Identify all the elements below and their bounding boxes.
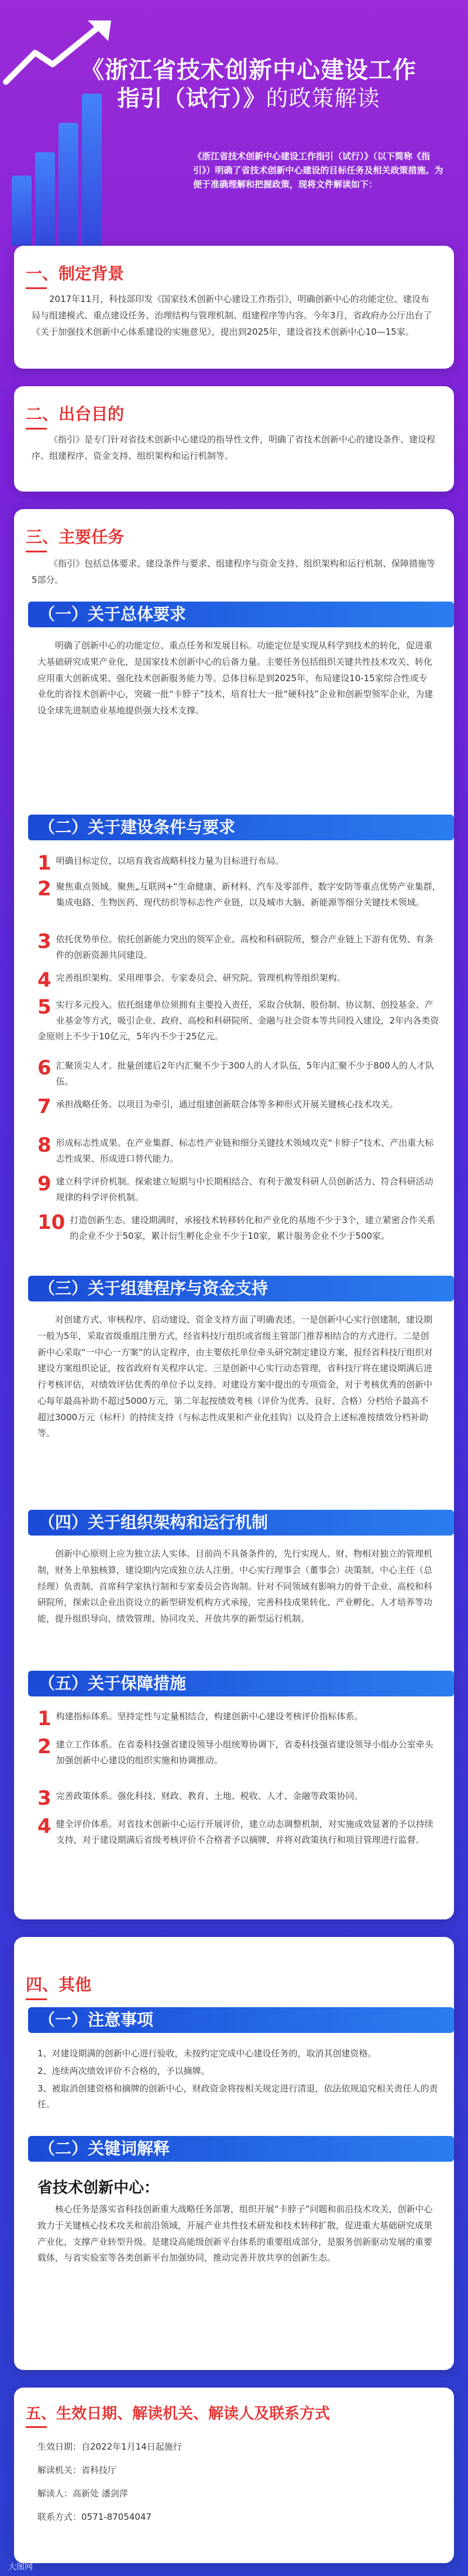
subsection-title: （一）关于总体要求 <box>28 602 454 627</box>
list-item: 2、连续两次绩效评价不合格的，予以摘牌。 <box>37 2066 210 2076</box>
section-other <box>14 1937 454 2370</box>
title-light: 的政策解读 <box>266 85 380 111</box>
page-title <box>41 56 456 113</box>
subsection-body: 对创建方式、审核程序、启动建设、资金支持方面了明确表述。一是创新中心实行创建制，建设期一般为5年，采取省级重组注册方式，经省科技厅组织或省级主管部门推荐相结合的方式进行。二是创新中心采取“一中心一方案”的认定程序，由主要依托单位牵头研究制定建设方案，报经省科技厅组织对建设方案组织论证，按省政府有关程序认定。三是创新中心实行动态管理，省科技厅将在建设期满后进行考核评估，对绩效评估优秀的单位予以支持。对建设方案中提出的专项资金，对于考核优秀的创新中心每年最高补助不超过5000万元，第二年起按绩效考核（评价为优秀、良好、合格）分档给予最高不超过3000万元（标杆）的持续支持（与标志性成果和产业化挂钩）以及符合上述标准按绩效分档补助等。 <box>37 1314 433 1439</box>
list-item: 1、对建设期满的创新中心进行验收，未按约定完成中心建设任务的，取消其创建资格。 <box>37 2048 377 2059</box>
contact-line: 生效日期：自2022年1月14日起施行 <box>37 2441 182 2452</box>
subsection-title: （三）关于组建程序与资金支持 <box>28 1276 454 1301</box>
section-title: 一、制定背景 <box>26 261 124 284</box>
subsection-title: （四）关于组织架构和运行机制 <box>28 1510 454 1536</box>
subsection-title: （二）关于建设条件与要求 <box>28 815 454 840</box>
section-title: 五、生效日期、解读机关、解读人及联系方式 <box>26 2402 330 2423</box>
list-item: 10 打造创新生态。建设期满时，承接技术转移转化和产业化的基地不少于3个，建立紧密合作关系的企业不少于50家，累计衍生孵化企业不少于10家，累计服务企业不少于500家。 <box>37 1211 435 1241</box>
subsection-body: 创新中心原则上应为独立法人实体。目前尚不具备条件的，先行实现人、财、物相对独立的管理机制，财务上单独核算，建设期内完成独立法人注册。中心实行理事会（董事会）决策制、中心主任（总经理）负责制、首席科学家执行制和专家委员会咨询制。针对不同领域有影响力的骨干企业、高校和科研院所，探索以企业出资设立的新型研发机构方式承接，完善科技成果转化、产业孵化、人才培养等功能，提升组织导向、绩效管理、协同攻关、开放共享的新型运行机制。 <box>37 1548 433 1624</box>
title-emphasis: 指引（试行）》 <box>117 85 266 111</box>
section-main-tasks <box>14 509 454 1919</box>
watermark: 大图网 <box>8 2563 33 2572</box>
section-title: 二、出台目的 <box>26 401 124 425</box>
list-item: 6 汇聚顶尖人才。批量创建后2年内汇聚不少于300人的人才队伍，5年内汇聚不少于800人的人才队伍。 <box>37 1056 435 1087</box>
list-item: 3 完善政策体系。强化科技、财政、教育、土地、税收、人才、金融等政策协同。 <box>37 1787 363 1810</box>
subsection-title: （一）注意事项 <box>28 2007 454 2033</box>
keyword-definition: 核心任务是落实省科技创新重大战略任务部署，组织开展“卡脖子”问题和前沿技术攻关，创新中心致力于关键核心技术攻关和前沿领域，开展产业共性技术研发和技术转移扩散，促进重大基础研究成果产业化，支撑产业转型升级。是建设高能级创新平台体系的重要组成部分，是服务创新驱动发展的重要载体，与省实验室等各类创新平台加强协同，推动完善开放共享的创新生态。 <box>37 2204 433 2264</box>
list-item: 5 实行多元投入。依托组建单位须拥有主要投入责任，采取合伙制、股份制、协议制、创投基金、产业基金等方式，吸引企业、政府、高校和科研院所、金融与社会资本等共同投入建设，2年内各类资金原则上不少于10亿元，5年内不少于25亿元。 <box>37 995 439 1042</box>
title-line-2 <box>41 85 456 113</box>
keyword-term: 省技术创新中心： <box>37 2179 160 2197</box>
section-body: 《指引》是专门针对省技术创新中心建设的指导性文件，明确了省技术创新中心的建设条件、建设程序、组建程序、资金支持、组织架构和运行机制等。 <box>32 434 436 461</box>
deco-bar <box>58 123 78 246</box>
section-background <box>14 246 454 369</box>
deco-bar <box>82 94 102 246</box>
subsection-body: 明确了创新中心的功能定位、重点任务和发展目标。功能定位是实现从科学到技术的转化，促进重大基础研究成果产业化，是国家技术创新中心的后备力量。主要任务包括组织关键共性技术攻关、转化应用重大创新成果、强化技术创新服务能力等。总体目标是到2025年，布局建设10-15家综合性或专业化的省技术创新中心，突破一批“卡脖子”技术，培育壮大一批“硬科技”企业和创新型领军企业，为建设全球先进制造业基地提供强大技术支撑。 <box>37 640 433 716</box>
section-intro: 《指引》包括总体要求、建设条件与要求、组建程序与资金支持、组织架构和运行机制、保障措施等5部分。 <box>32 558 436 585</box>
list-item: 3、被取消创建资格和摘牌的创新中心，财政资金将按相关规定进行清退，依法依规追究相关责任人的责任。 <box>37 2083 438 2110</box>
contact-line: 联系方式：0571-87054047 <box>37 2512 152 2522</box>
subsection-title: （五）关于保障措施 <box>28 1671 454 1696</box>
subsection-title: （二）关键词解释 <box>28 2136 454 2162</box>
list-item: 1 构建指标体系。坚持定性与定量相结合，构建创新中心建设考核评价指标体系。 <box>37 1707 363 1730</box>
section-contact <box>14 2388 454 2563</box>
section-title: 三、主要任务 <box>26 524 124 548</box>
list-item: 3 依托优势单位。依托创新能力突出的领军企业、高校和科研院所，整合产业链上下游有优势、有条件的创新资源共同建设。 <box>37 930 433 960</box>
list-item: 2 聚焦重点领域。聚焦„互联网+“生命健康、新材料、汽车及零部件、数字安防等重点优势产业集群，集成电路、生物医药、现代纺织等标志性产业链，以及城市大脑、新能源等细分关键技术领域。 <box>37 877 441 908</box>
intro-text: 《浙江省技术创新中心建设工作指引（试行）》（以下简称《指引》）明确了省技术创新中心建设的目标任务及相关政策措施。为便于准确理解和把握政策，现将文件解读如下： <box>193 151 443 190</box>
list-item: 8 形成标志性成果。在产业集群、标志性产业链和细分关键技术领域攻克“卡脖子”技术、产出重大标志性成果、形成进口替代能力。 <box>37 1134 434 1164</box>
section-purpose <box>14 386 454 492</box>
list-item: 4 健全评价体系。对省技术创新中心运行开展评价，建立动态调整机制，对实施成效显著的予以持续支持，对于建设期满后省级考核评价不合格者予以摘牌，并将对政策执行和项目管理进行监督。 <box>37 1815 433 1845</box>
deco-bar <box>35 152 55 246</box>
contact-line: 解读人：高新处 潘剑萍 <box>37 2488 128 2499</box>
list-item: 7 承担战略任务。以项目为牵引，通过组建创新联合体等多种形式开展关键核心技术攻关。 <box>37 1095 398 1118</box>
list-item: 1 明确目标定位，以培育我省战略科技力量为目标进行布局。 <box>37 851 284 875</box>
contact-line: 解读机关：省科技厅 <box>37 2465 117 2475</box>
section-title: 四、其他 <box>26 1972 91 1995</box>
list-item: 9 建立科学评价机制。探索建立短期与中长期相结合、有利于激发科研人员创新活力、符合科研活动规律的科学评价机制。 <box>37 1172 433 1203</box>
section-body: 2017年11月，科技部印发《国家技术创新中心建设工作指引》，明确创新中心的功能定位、建设布局与组建模式、重点建设任务、治理结构与管理机制、组建程序等内容。今年3月，省政府办公厅出台了《关于加强技术创新中心体系建设的实施意见》，提出到2025年，建设省技术创新中心10—15家。 <box>32 294 432 337</box>
list-item: 4 完善组织架构。采用理事会、专家委员会、研究院、管理机构等组织架构。 <box>37 968 346 992</box>
hero-banner <box>0 0 468 246</box>
deco-bar <box>12 176 32 246</box>
list-item: 2 建立工作体系。在省委科技强省建设领导小组统筹协调下，省委科技强省建设领导小组办公室牵头加强创新中心建设的组织实施和协调推动。 <box>37 1735 433 1766</box>
title-line-1: 《浙江省技术创新中心建设工作 <box>81 57 417 84</box>
